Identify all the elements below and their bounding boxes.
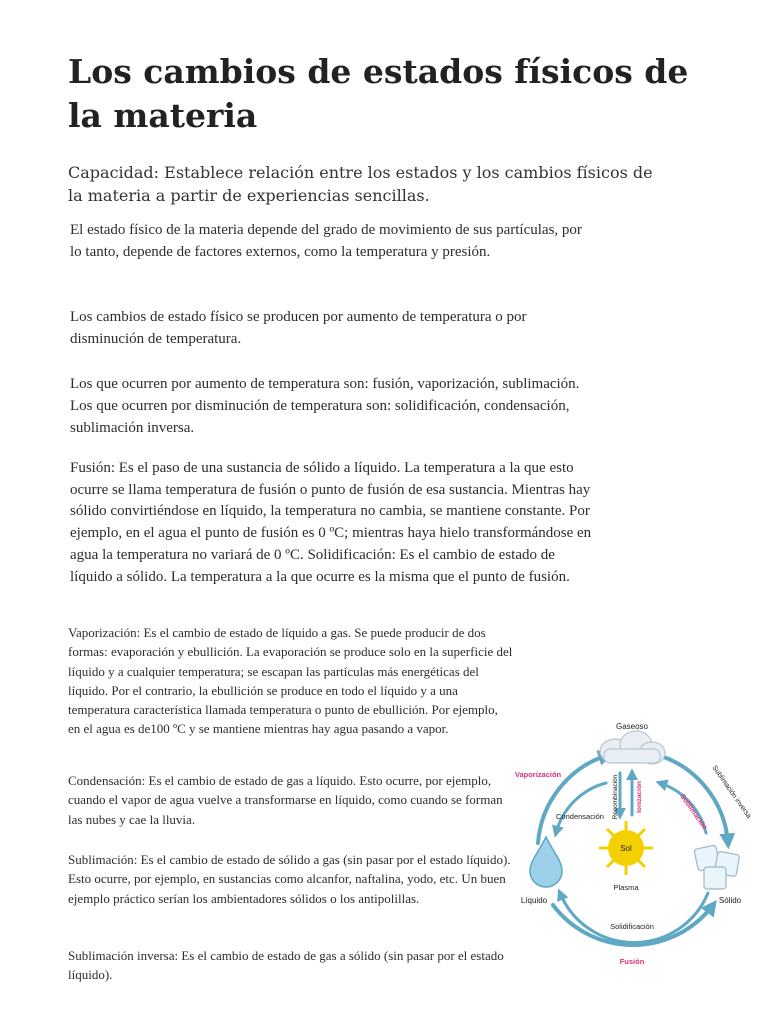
label-ionizacion: Ionización: [636, 781, 643, 813]
capacity-statement: Capacidad: Establece relación entre los estados y los cambios físicos de la materia a partir de experiencias sencillas.: [68, 163, 653, 205]
paragraph-cambios-estado: Los cambios de estado físico se producen por aumento de temperatura o por disminución de temperatura.: [70, 309, 527, 347]
droplet-icon: [530, 837, 562, 887]
label-sublimacion-inversa: Sublimación inversa: [710, 764, 753, 820]
paragraph-vaporizacion: Vaporización: Es el cambio de estado de líquido a gas. Se puede producir de dos formas: evaporación y ebullición. La evaporación se produce solo en la superficie del líquido y a cualquier temperatura; se escapan las partículas más energéticas del líquido. Por el contrario, la ebullición se produce en todo el líquido y a una temperatura característica llamada temperatura o punto de ebullición. Por ejemplo, en el agua es de100 ºC y se mantiene mientras hay agua pasando a vapor.: [68, 625, 513, 737]
paragraph-estado-fisico: El estado físico de la materia depende del grado de movimiento de sus partículas, por lo tanto, depende de factores externos, como la temperatura y presión.: [70, 222, 582, 260]
vaporizacion-arrow: [538, 755, 608, 843]
label-plasma: Plasma: [613, 883, 639, 892]
condensacion-arrow: [556, 783, 606, 833]
paragraph-condensacion: Condensación: Es el cambio de estado de gas a líquido. Esto ocurre, por ejemplo, cuando el vapor de agua vuelve a transformarse en líquido, como cuando se forman las nubes y cae la lluvia.: [68, 773, 503, 827]
label-condensacion: Condensación: [556, 812, 604, 821]
label-liquido: Líquido: [520, 896, 548, 905]
paragraph-sublimacion: Sublimación: Es el cambio de estado de sólido a gas (sin pasar por el estado líquido). Esto ocurre, por ejemplo, en sustancias como alcanfor, naftalina, yodo, etc. Un buen ejemplo práctico serían los ambientadores sólidos o los antipolillas.: [68, 852, 511, 906]
label-recombinacion: Recombinación: [612, 774, 619, 820]
cloud-icon: [600, 731, 665, 764]
label-sublimacion: Sublimación: [678, 793, 709, 832]
label-gaseoso: Gaseoso: [615, 722, 649, 731]
states-of-matter-diagram: [508, 715, 758, 975]
page-title: Los cambios de estados físicos de la materia: [68, 52, 689, 135]
label-solidificacion: Solidificación: [610, 922, 654, 931]
paragraph-fusion: Fusión: Es el paso de una sustancia de sólido a líquido. La temperatura a la que esto ocurre se llama temperatura de fusión o punto de fusión de esa sustancia. Mientras hay sólido convirtiéndose en líquido, la temperatura no cambia, se mantiene constante. Por ejemplo, en el agua el punto de fusión es 0 ºC; mientras haya hielo transformándose en agua la temperatura no variará de 0 ºC. Solidificación: Es el cambio de estado de líquido a sólido. La temperatura a la que ocurre es la misma que el punto de fusión.: [70, 460, 592, 585]
paragraph-tipos-cambios: Los que ocurren por aumento de temperatura son: fusión, vaporización, sublimación. Los que ocurren por disminución de temperatura son: solidificación, condensación, sublimación inversa.: [70, 376, 580, 436]
label-vaporizacion: Vaporización: [514, 770, 562, 779]
label-solido: Sólido: [718, 896, 742, 905]
ice-cubes-icon: [694, 845, 740, 889]
label-sol: Sol: [620, 844, 632, 853]
label-fusion: Fusión: [619, 957, 645, 966]
solidificacion-arrow: [560, 893, 708, 943]
paragraph-sublimacion-inversa: Sublimación inversa: Es el cambio de estado de gas a sólido (sin pasar por el estado líquido).: [68, 948, 504, 983]
